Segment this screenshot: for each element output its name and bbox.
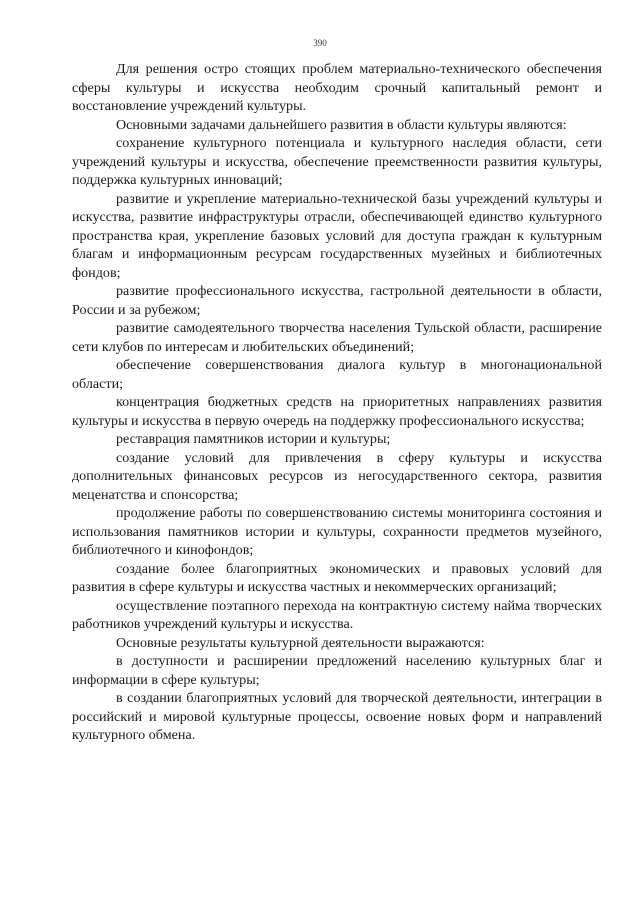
list-item: реставрация памятников истории и культуры; — [116, 431, 391, 447]
list-item: развитие самодеятельного творчества населения Тульской области, расширение сети клубов по интересам и любительских объединений; — [72, 320, 602, 355]
list-item: в доступности и расширении предложений населению культурных благ и информации в сфере культуры; — [72, 653, 602, 688]
list-item: развитие и укрепление материально-технической базы учреждений культуры и искусства, развитие инфраструктуры отрасли, обеспечивающей единство культурного пространства края, укрепление базовых условий для доступа граждан к культурным благам и информационным ресурсам государственных музейных и библиотечных фондов; — [72, 190, 602, 281]
list-item: осуществление поэтапного перехода на контрактную систему найма творческих работников учреждений культуры и искусства. — [72, 597, 602, 632]
list-item: сохранение культурного потенциала и культурного наследия области, сети учреждений культуры и искусства, обеспечение преемственности развития культуры, поддержка культурных инноваций; — [72, 135, 602, 188]
list-item: продолжение работы по совершенствованию системы мониторинга состояния и использования памятников истории и культуры, сохранности предметов музейного, библиотечного и кинофондов; — [72, 505, 602, 558]
list-item: создание более благоприятных экономических и правовых условий для развития в сфере культуры и искусства частных и некоммерческих организаций; — [72, 560, 602, 595]
paragraph: Основными задачами дальнейшего развития в области культуры являются: — [116, 116, 567, 133]
paragraph: Для решения остро стоящих проблем материально-технического обеспечения сферы культуры и искусства необходим срочный капитальный ремонт и восстановление учреждений культуры. — [72, 61, 602, 114]
list-item: обеспечение совершенствования диалога культур в многонациональной области; — [72, 357, 602, 392]
document-body — [72, 60, 602, 745]
paragraph: Основные результаты культурной деятельности выражаются: — [116, 634, 485, 651]
page-number: 390 — [313, 38, 327, 48]
list-item: развитие профессионального искусства, гастрольной деятельности в области, России и за рубежом; — [72, 283, 602, 318]
list-item: концентрация бюджетных средств на приоритетных направлениях развития культуры и искусства в первую очередь на поддержку профессионального искусства; — [72, 394, 602, 429]
list-item: в создании благоприятных условий для творческой деятельности, интеграции в российский и мировой культурные процессы, освоение новых форм и направлений культурного обмена. — [72, 690, 602, 743]
list-item: создание условий для привлечения в сферу культуры и искусства дополнительных финансовых ресурсов из негосударственного сектора, развития меценатства и спонсорства; — [72, 449, 602, 503]
